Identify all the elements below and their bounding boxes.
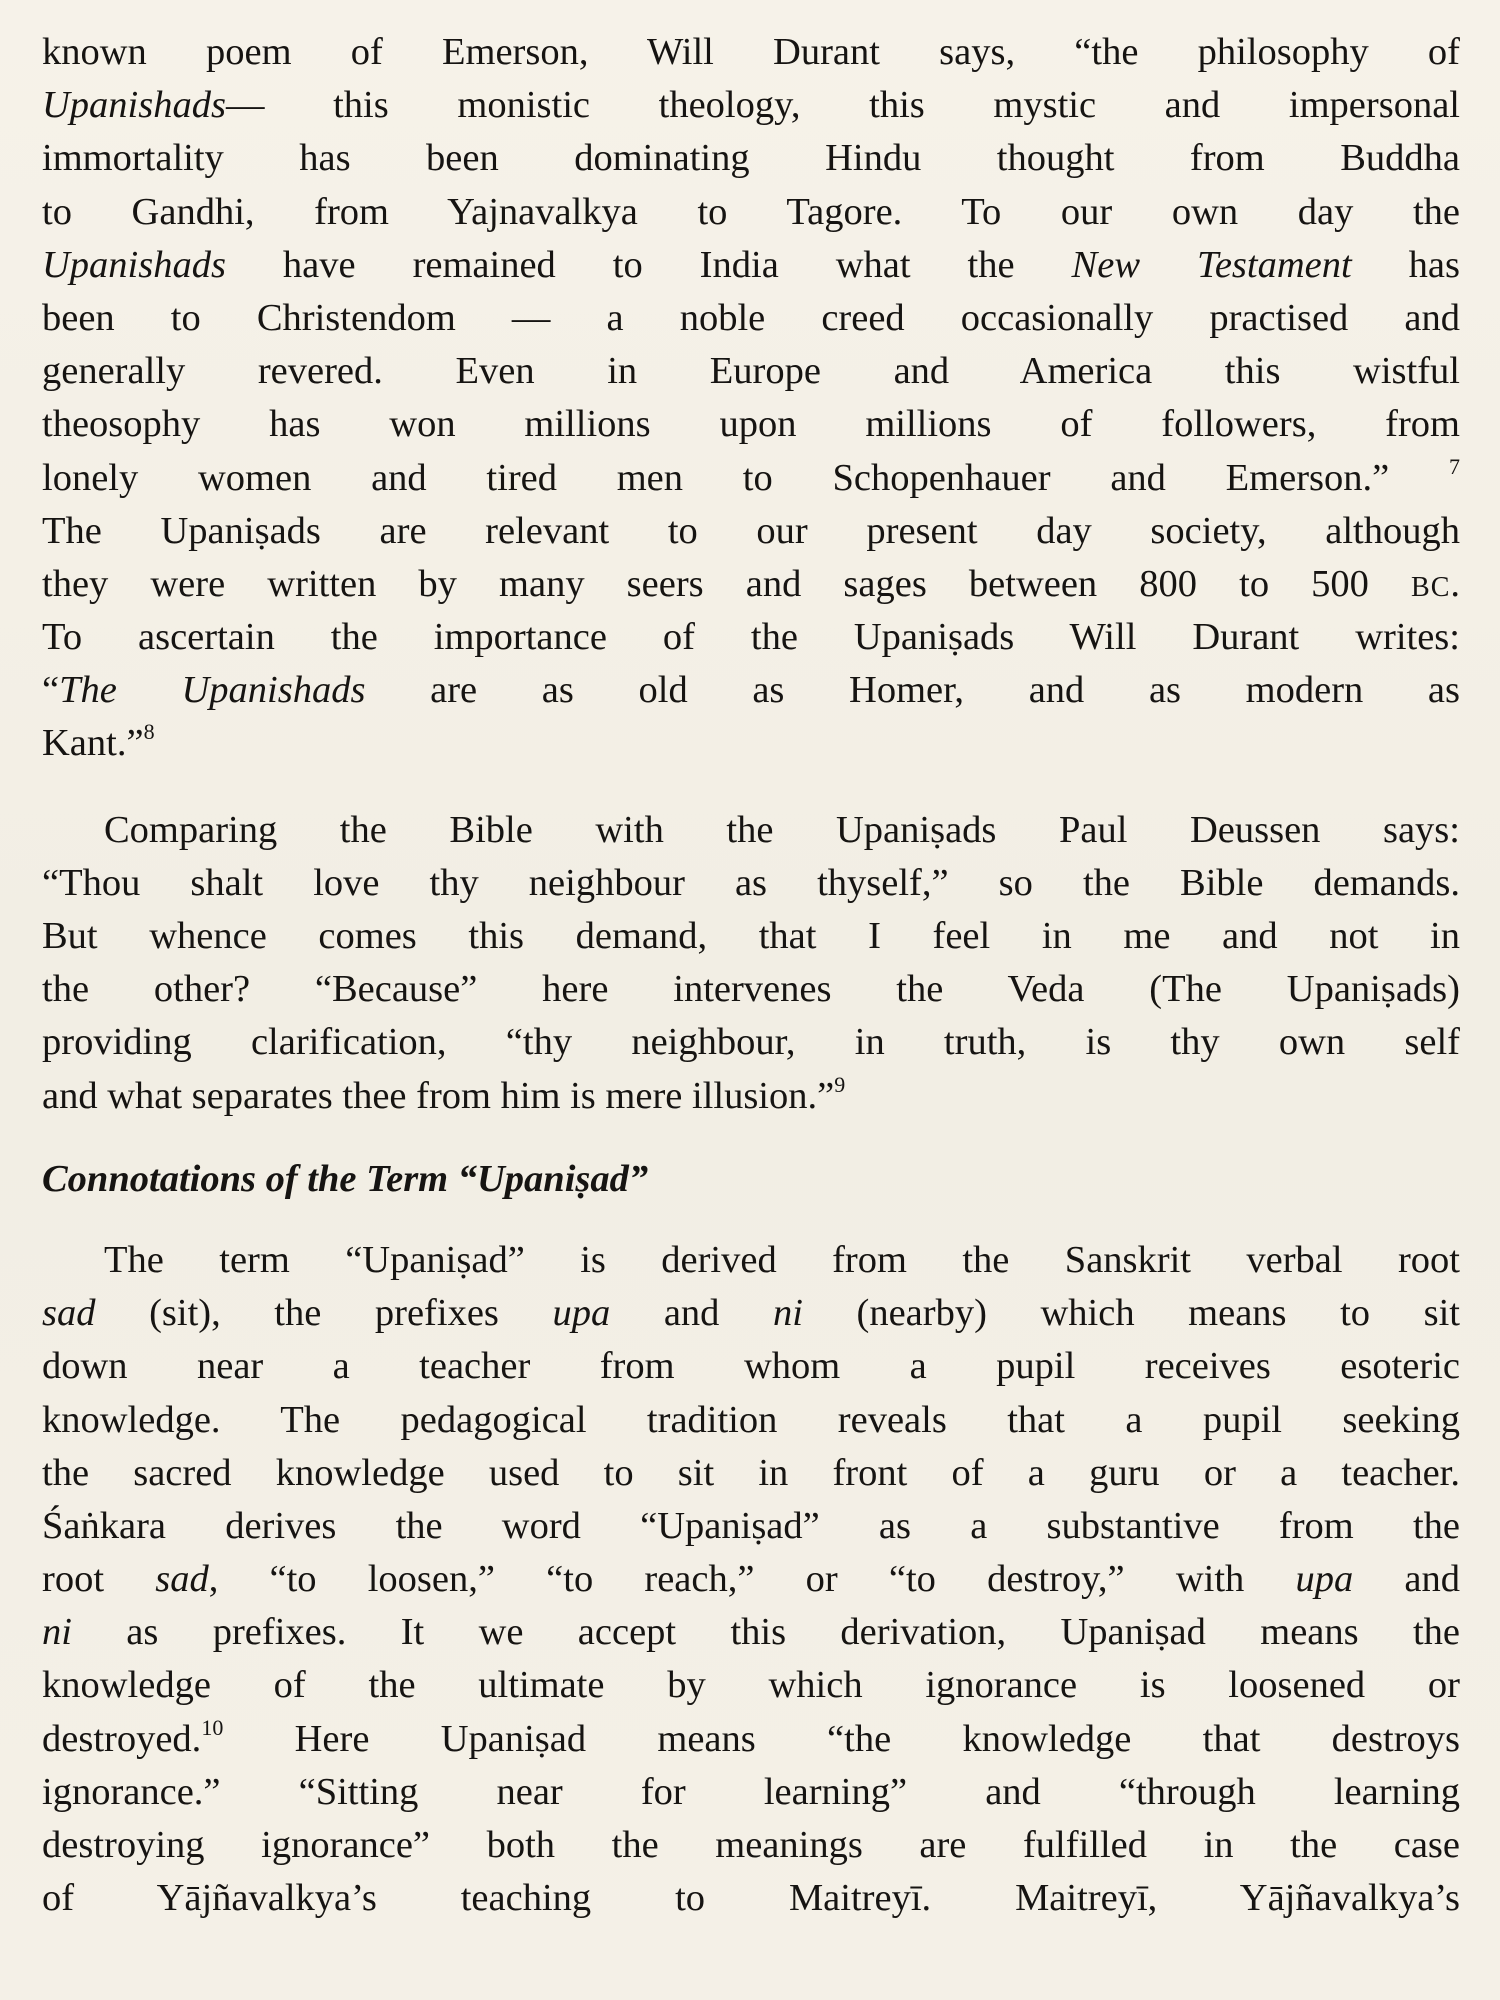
paragraph-3	[42, 1234, 1460, 1925]
footnote-ref: 9	[834, 1071, 846, 1097]
text-line: The Upaniṣads are relevant to our present day society, although	[42, 509, 1460, 552]
text-line: to Gandhi, from Yajnavalkya to Tagore. To our own day the	[42, 190, 1460, 233]
text-line: Comparing the Bible with the Upaniṣads Paul Deussen says:	[104, 808, 1460, 851]
text-line: and what separates thee from him is mere illusion.”$^9$	[42, 1071, 846, 1117]
text-line: of Yājñavalkya’s teaching to Maitreyī. Maitreyī, Yājñavalkya’s	[42, 1877, 1460, 1920]
text-line: immortality has been dominating Hindu thought from Buddha	[42, 137, 1460, 180]
text-line: ignorance.” “Sitting near for learning” and “through learning	[42, 1770, 1460, 1813]
text-line: generally revered. Even in Europe and America this wistful	[42, 350, 1460, 393]
text-line: destroying ignorance” both the meanings are fulfilled in the case	[42, 1824, 1460, 1866]
text-line: “Thou shalt love thy neighbour as thyself,” so the Bible demands.	[42, 861, 1460, 904]
text-line: “The Upanishads are as old as Homer, and as modern as	[42, 669, 1460, 712]
text-line: The term “Upaniṣad” is derived from the Sanskrit verbal root	[104, 1238, 1460, 1281]
text-line: root sad, “to loosen,” “to reach,” or “to destroy,” with upa and	[42, 1558, 1460, 1601]
text-line: the other? “Because” here intervenes the Veda (The Upaniṣads)	[42, 968, 1460, 1011]
text-line: knowledge. The pedagogical tradition reveals that a pupil seeking	[42, 1398, 1460, 1441]
text-line: knowledge of the ultimate by which ignorance is loosened or	[42, 1664, 1460, 1707]
text-line: But whence comes this demand, that I feel in me and not in	[42, 915, 1460, 957]
text-line: been to Christendom — a noble creed occasionally practised and	[42, 296, 1460, 339]
text-line: Upanishads— this monistic theology, this mystic and impersonal	[42, 84, 1460, 127]
text-line: Kant.”$^8$	[42, 719, 155, 765]
text-line: providing clarification, “thy neighbour, in truth, is thy own self	[42, 1021, 1460, 1064]
paragraph-2	[42, 804, 1460, 1123]
section-heading: Connotations of the Term “Upaniṣad”	[42, 1157, 649, 1200]
text-line: sad (sit), the prefixes upa and ni (nearby) which means to sit	[42, 1292, 1460, 1335]
text-line: known poem of Emerson, Will Durant says, “the philosophy of	[42, 31, 1460, 73]
text-line: theosophy has won millions upon millions of followers, from	[42, 403, 1460, 446]
text-line: Upanishads have remained to India what the New Testament has	[42, 243, 1460, 286]
text-line: Śaṅkara derives the word “Upaniṣad” as a substantive from the	[42, 1504, 1460, 1547]
footnote-ref: 10	[201, 1714, 224, 1740]
text-line: To ascertain the importance of the Upaniṣads Will Durant writes:	[42, 616, 1460, 659]
footnote-ref: 8	[143, 719, 155, 745]
text-line: the sacred knowledge used to sit in front of a guru or a teacher.	[42, 1451, 1460, 1494]
text-line: lonely women and tired men to Schopenhauer and Emerson.” $^7$	[42, 453, 1460, 499]
page-text	[42, 26, 1460, 1925]
text-line: destroyed.$^{10}$ Here Upaniṣad means “the knowledge that destroys	[42, 1714, 1460, 1760]
footnote-ref: 7	[1449, 453, 1460, 479]
paragraph-1	[42, 26, 1460, 771]
text-line: down near a teacher from whom a pupil receives esoteric	[42, 1345, 1460, 1388]
text-line: ni as prefixes. It we accept this derivation, Upaniṣad means the	[42, 1611, 1460, 1654]
text-line: they were written by many seers and sages between 800 to 500 BC.	[42, 562, 1460, 605]
